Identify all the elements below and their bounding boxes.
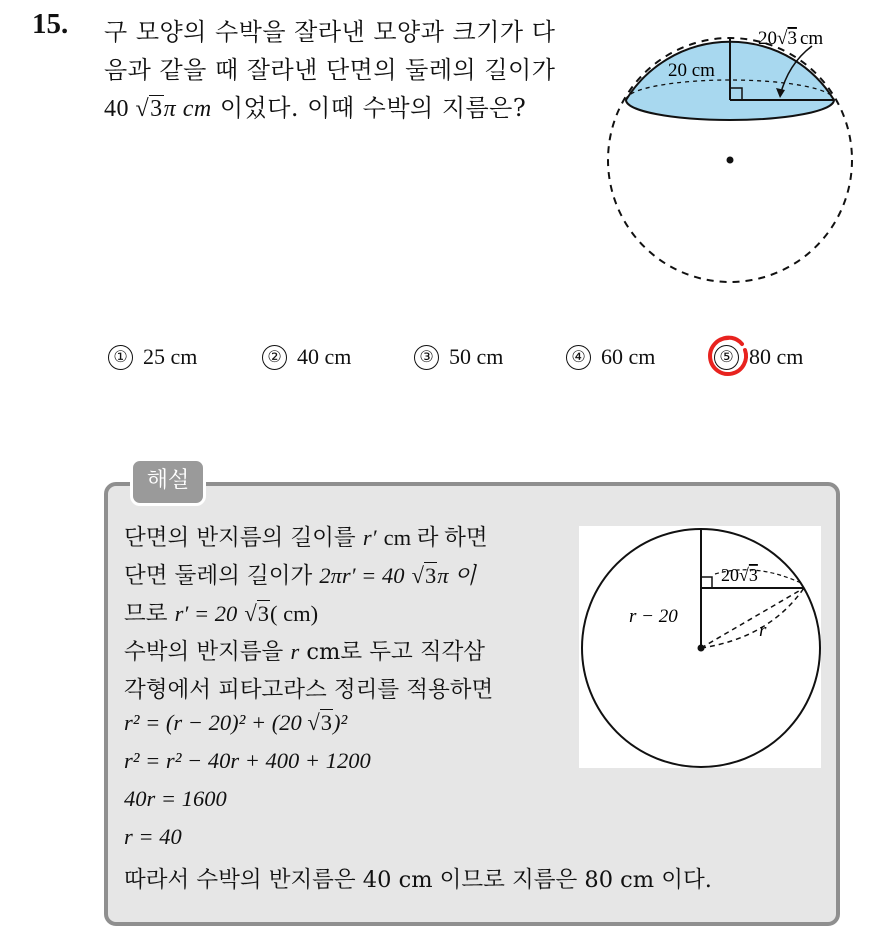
explanation-line-2: 단면 둘레의 길이가 2πr′ = 40 √3π 이 [124,563,476,589]
explanation-line-6: r² = (r − 20)² + (20 √3)² [124,710,348,735]
explanation-line-7: r² = r² − 40r + 400 + 1200 [124,748,371,773]
right-angle-mark [701,577,712,588]
choice-2[interactable]: ② 40 cm [262,344,351,370]
choice-3[interactable]: ③ 50 cm [414,344,503,370]
question-line-2: 음과 같을 때 잘라낸 단면의 둘레의 길이가 [104,56,556,84]
center-dot [727,157,734,164]
choice-4[interactable]: ④ 60 cm [566,344,655,370]
hypotenuse [701,588,804,648]
radius-label: 20√3 cm [758,28,824,49]
explanation-line-9: r = 40 [124,824,182,849]
side-label: r − 20 [629,606,678,627]
choice-5[interactable]: ⑤ 80 cm [714,344,803,370]
explanation-line-8: 40r = 1600 [124,786,227,811]
answer-choices [108,344,838,384]
watermelon-figure [600,18,862,290]
cross-section-figure [579,526,821,768]
question-number: 15. [32,8,69,40]
choice-1[interactable]: ① 25 cm [108,344,197,370]
leg-label: 20√3 [721,565,758,585]
center-dot [698,645,705,652]
question-line-1: 구 모양의 수박을 잘라낸 모양과 크기가 다 [104,18,556,46]
explanation-line-3: 므로 r′ = 20 √3( cm) [124,601,319,627]
explanation-line-1: 단면의 반지름의 길이를 r′ cm 라 하면 [124,525,488,551]
explanation-tab: 해설 [130,458,206,506]
explanation-line-4: 수박의 반지름을 r cm로 두고 직각삼 [124,639,486,665]
height-label: 20 cm [668,60,715,81]
circumference-value: 40 √3π cm [104,96,212,122]
answer-mark-icon [706,334,750,378]
hypotenuse-label: r [759,620,767,641]
explanation-line-10: 따라서 수박의 반지름은 40 cm 이므로 지름은 80 cm 이다. [124,867,712,893]
explanation-line-5: 각형에서 피타고라스 정리를 적용하면 [124,677,494,703]
question-line-3: 40 √3π cm 이었다. 이때 수박의 지름은? [104,94,527,122]
